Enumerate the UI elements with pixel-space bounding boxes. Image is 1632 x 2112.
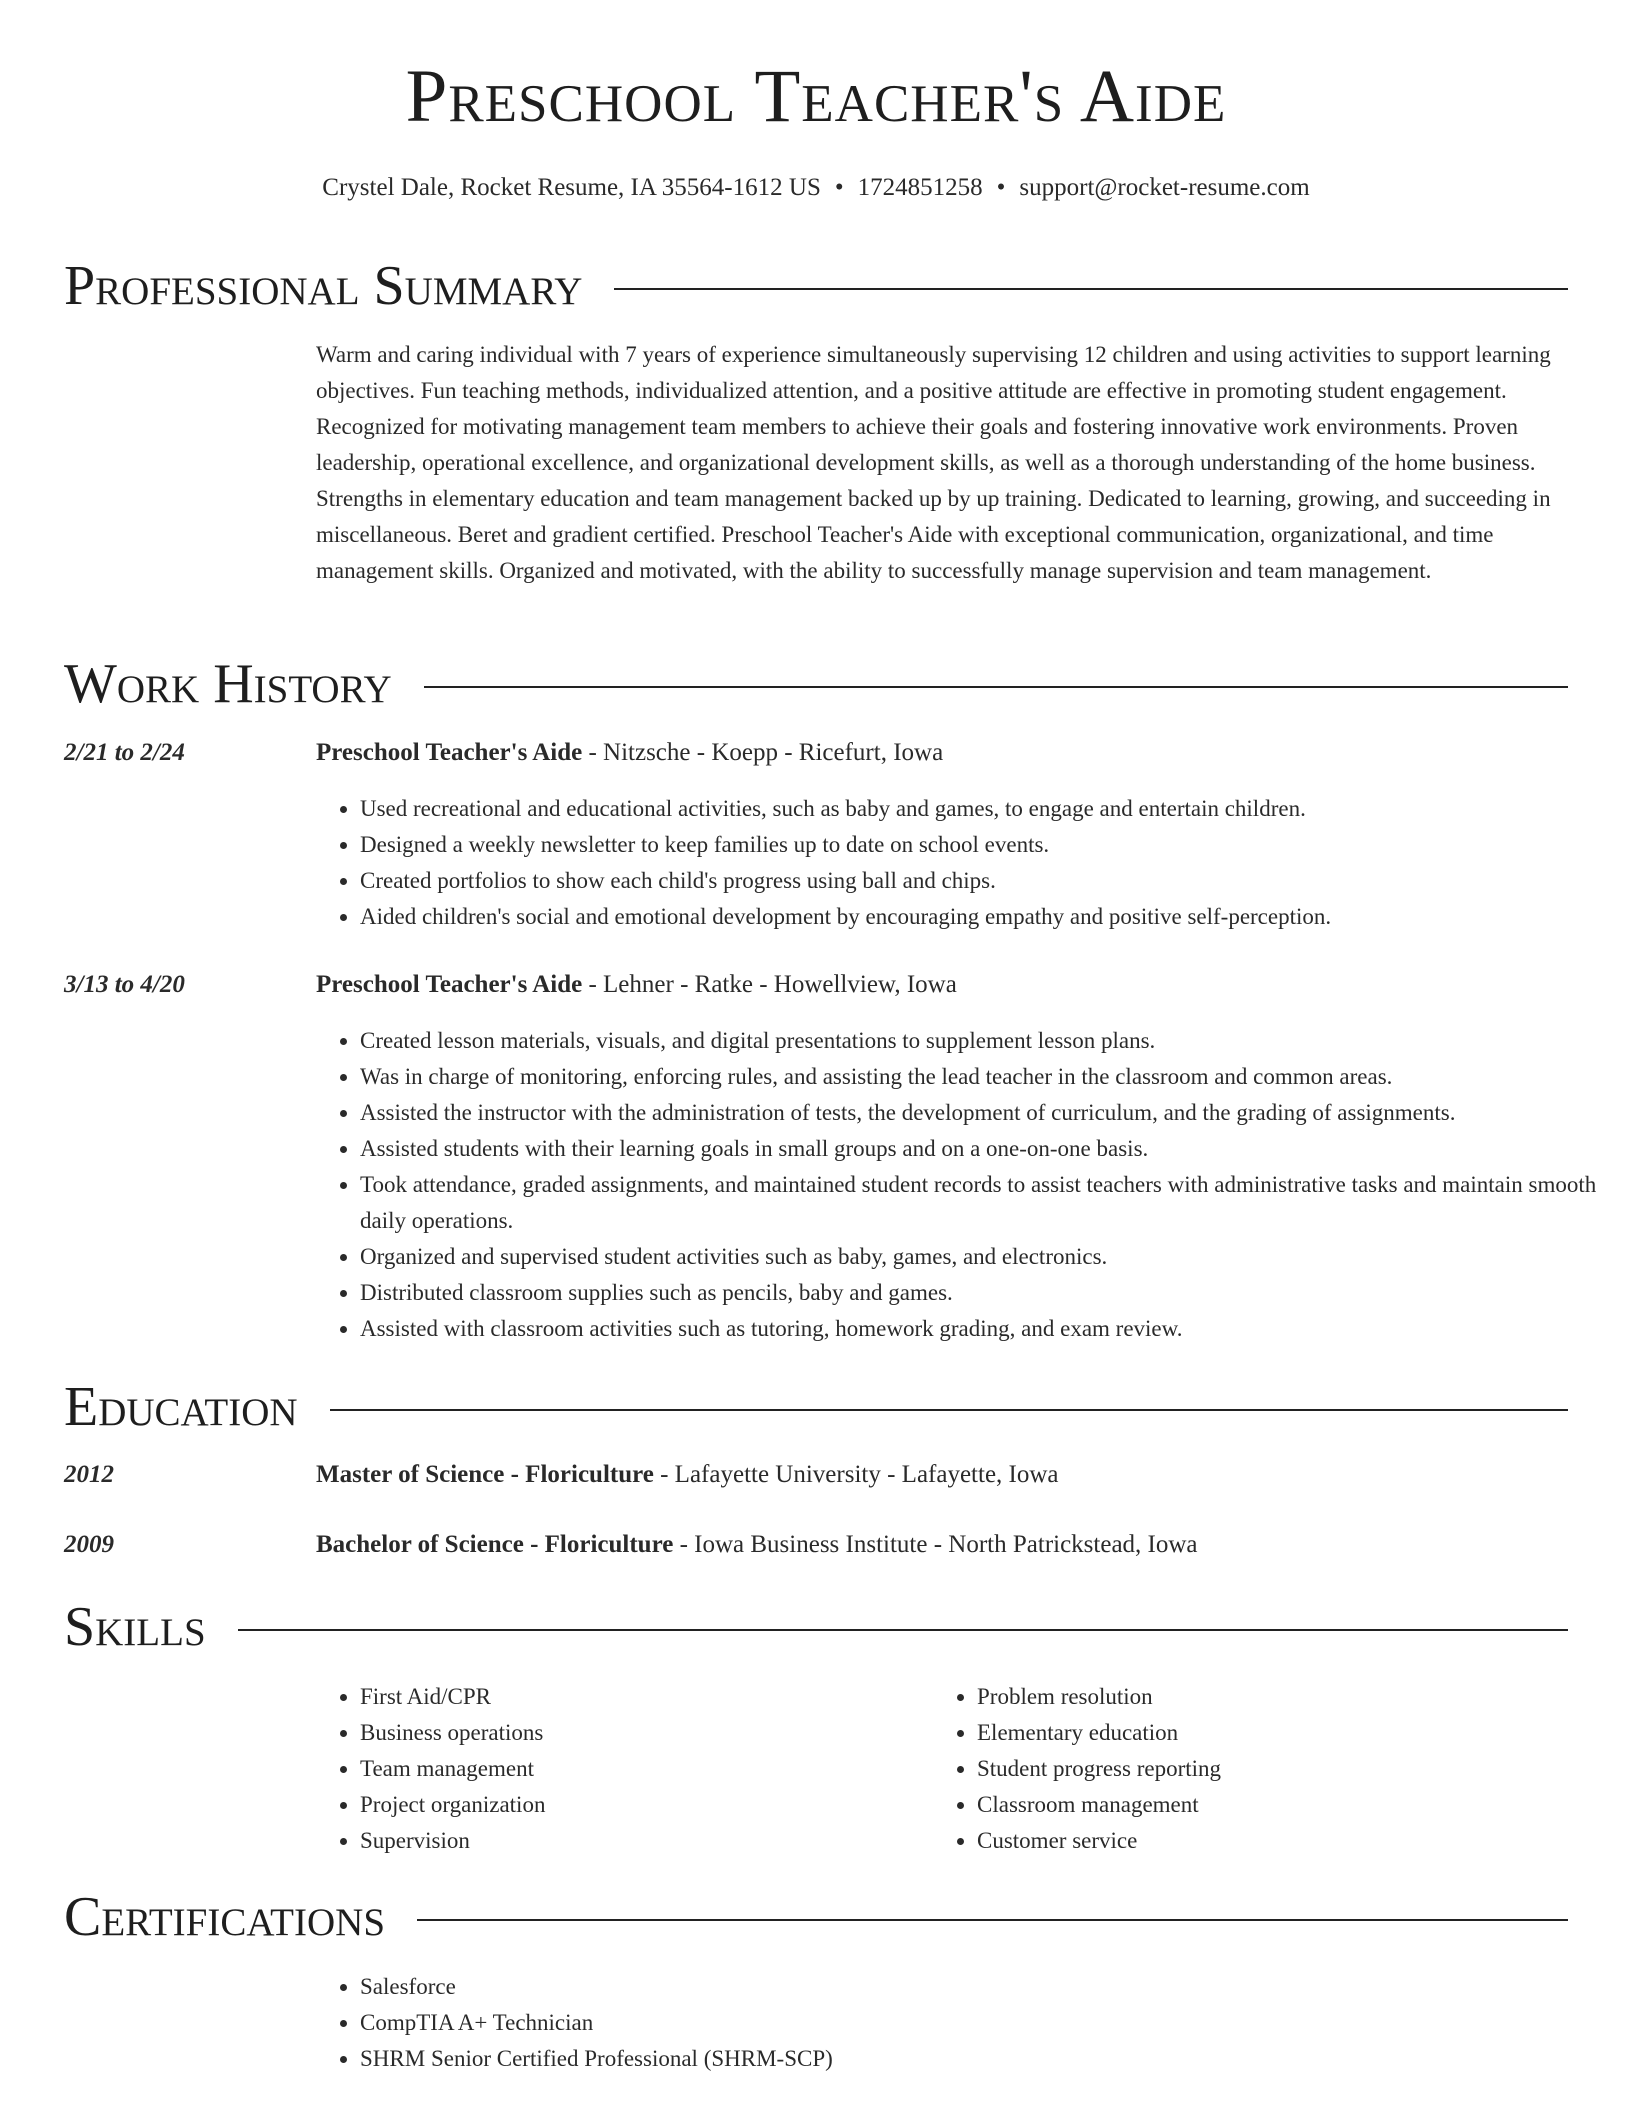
- job-details: - Lehner - Ratke - Howellview, Iowa: [582, 971, 957, 998]
- skills-list-right: [933, 1679, 1617, 1859]
- job-dates: 2/21 to 2/24: [64, 739, 185, 766]
- certification-item: • Salesforce: [360, 1969, 1630, 2005]
- section-title: Certifications: [64, 1886, 386, 1948]
- education-entry: [316, 1459, 1576, 1491]
- certification-item: • CompTIA A+ Technician: [360, 2005, 1630, 2041]
- section-divider: [424, 686, 1568, 688]
- job-bullet-list: [316, 1023, 1630, 1347]
- skill-item: • Student progress reporting: [977, 1751, 1617, 1787]
- list-item: • Created portfolios to show each child's progress using ball and chips.: [360, 863, 1630, 899]
- contact-separator: •: [996, 174, 1006, 201]
- list-item: • Distributed classroom supplies such as pencils, baby and games.: [360, 1275, 1630, 1311]
- job-dates: 3/13 to 4/20: [64, 971, 185, 998]
- contact-address: Crystel Dale, Rocket Resume, IA 35564-1612 US: [322, 174, 821, 201]
- job-title: Preschool Teacher's Aide: [316, 971, 583, 998]
- skill-item: • Business operations: [360, 1715, 920, 1751]
- skill-item: • Customer service: [977, 1823, 1617, 1859]
- section-divider: [614, 288, 1568, 290]
- list-item: • Assisted the instructor with the administration of tests, the development of curriculum, and the grading of assignments.: [360, 1095, 1630, 1131]
- job-bullet-list: [316, 791, 1630, 935]
- summary-text: Warm and caring individual with 7 years of experience simultaneously supervising 12 children and using activities to support learning objectives. Fun teaching methods, individualized attention, and a positive attitude are effective in promoting student engagement. Recognized for motivating management team members to achieve their goals and fostering innovative work environments. Proven leadership, operational excellence, and organizational development skills, as well as a thorough understanding of the home business. Strengths in elementary education and team management backed up by up training. Dedicated to learning, growing, and succeeding in miscellaneous. Beret and gradient certified. Preschool Teacher's Aide with exceptional communication, organizational, and time management skills. Organized and motivated, with the ability to successfully manage supervision and team management.: [316, 342, 1551, 583]
- certifications-list: [316, 1969, 1630, 2077]
- education-details: - Iowa Business Institute - North Patrickstead, Iowa: [673, 1531, 1198, 1558]
- skill-item: • Classroom management: [977, 1787, 1617, 1823]
- skill-item: • Elementary education: [977, 1715, 1617, 1751]
- education-entry: [316, 1529, 1576, 1561]
- contact-separator: •: [834, 174, 844, 201]
- job-heading: [316, 969, 1576, 1001]
- certification-item: • SHRM Senior Certified Professional (SHRM-SCP): [360, 2041, 1630, 2077]
- education-section-header: [64, 1376, 1568, 1438]
- section-divider: [417, 1919, 1568, 1921]
- skill-item: • First Aid/CPR: [360, 1679, 920, 1715]
- resume-title: Preschool Teacher's Aide: [405, 55, 1227, 138]
- job-heading: [316, 737, 1576, 769]
- skill-item: • Supervision: [360, 1823, 920, 1859]
- section-title: Skills: [64, 1596, 206, 1658]
- list-item: • Organized and supervised student activities such as baby, games, and electronics.: [360, 1239, 1630, 1275]
- skill-item: • Problem resolution: [977, 1679, 1617, 1715]
- work-section-header: [64, 653, 1568, 715]
- section-title: Education: [64, 1376, 298, 1438]
- section-divider: [330, 1409, 1568, 1411]
- skill-item: • Team management: [360, 1751, 920, 1787]
- section-divider: [238, 1629, 1568, 1631]
- section-title: Professional Summary: [64, 255, 583, 317]
- skills-list-left: [316, 1679, 920, 1859]
- skill-item: • Project organization: [360, 1787, 920, 1823]
- certifications-section-header: [64, 1886, 1568, 1948]
- job-title: Preschool Teacher's Aide: [316, 739, 583, 766]
- list-item: • Was in charge of monitoring, enforcing rules, and assisting the lead teacher in the classroom and common areas.: [360, 1059, 1630, 1095]
- skills-section-header: [64, 1596, 1568, 1658]
- list-item: • Created lesson materials, visuals, and digital presentations to supplement lesson plans.: [360, 1023, 1630, 1059]
- contact-line: [0, 172, 1632, 205]
- list-item: • Used recreational and educational activities, such as baby and games, to engage and entertain children.: [360, 791, 1630, 827]
- list-item: • Designed a weekly newsletter to keep families up to date on school events.: [360, 827, 1630, 863]
- education-year: 2012: [64, 1461, 114, 1488]
- education-year: 2009: [64, 1531, 114, 1558]
- contact-phone: 1724851258: [857, 174, 983, 201]
- list-item: • Took attendance, graded assignments, and maintained student records to assist teachers with administrative tasks and maintain smooth daily operations.: [360, 1167, 1630, 1239]
- list-item: • Aided children's social and emotional development by encouraging empathy and positive self-perception.: [360, 899, 1630, 935]
- education-details: - Lafayette University - Lafayette, Iowa: [653, 1461, 1059, 1488]
- degree: Master of Science - Floriculture: [316, 1461, 654, 1488]
- section-title: Work History: [64, 653, 392, 715]
- list-item: • Assisted with classroom activities such as tutoring, homework grading, and exam review.: [360, 1311, 1630, 1347]
- job-details: - Nitzsche - Koepp - Ricefurt, Iowa: [582, 739, 944, 766]
- list-item: • Assisted students with their learning goals in small groups and on a one-on-one basis.: [360, 1131, 1630, 1167]
- degree: Bachelor of Science - Floriculture: [316, 1531, 674, 1558]
- contact-email: support@rocket-resume.com: [1019, 174, 1310, 201]
- summary-section-header: [64, 255, 1568, 317]
